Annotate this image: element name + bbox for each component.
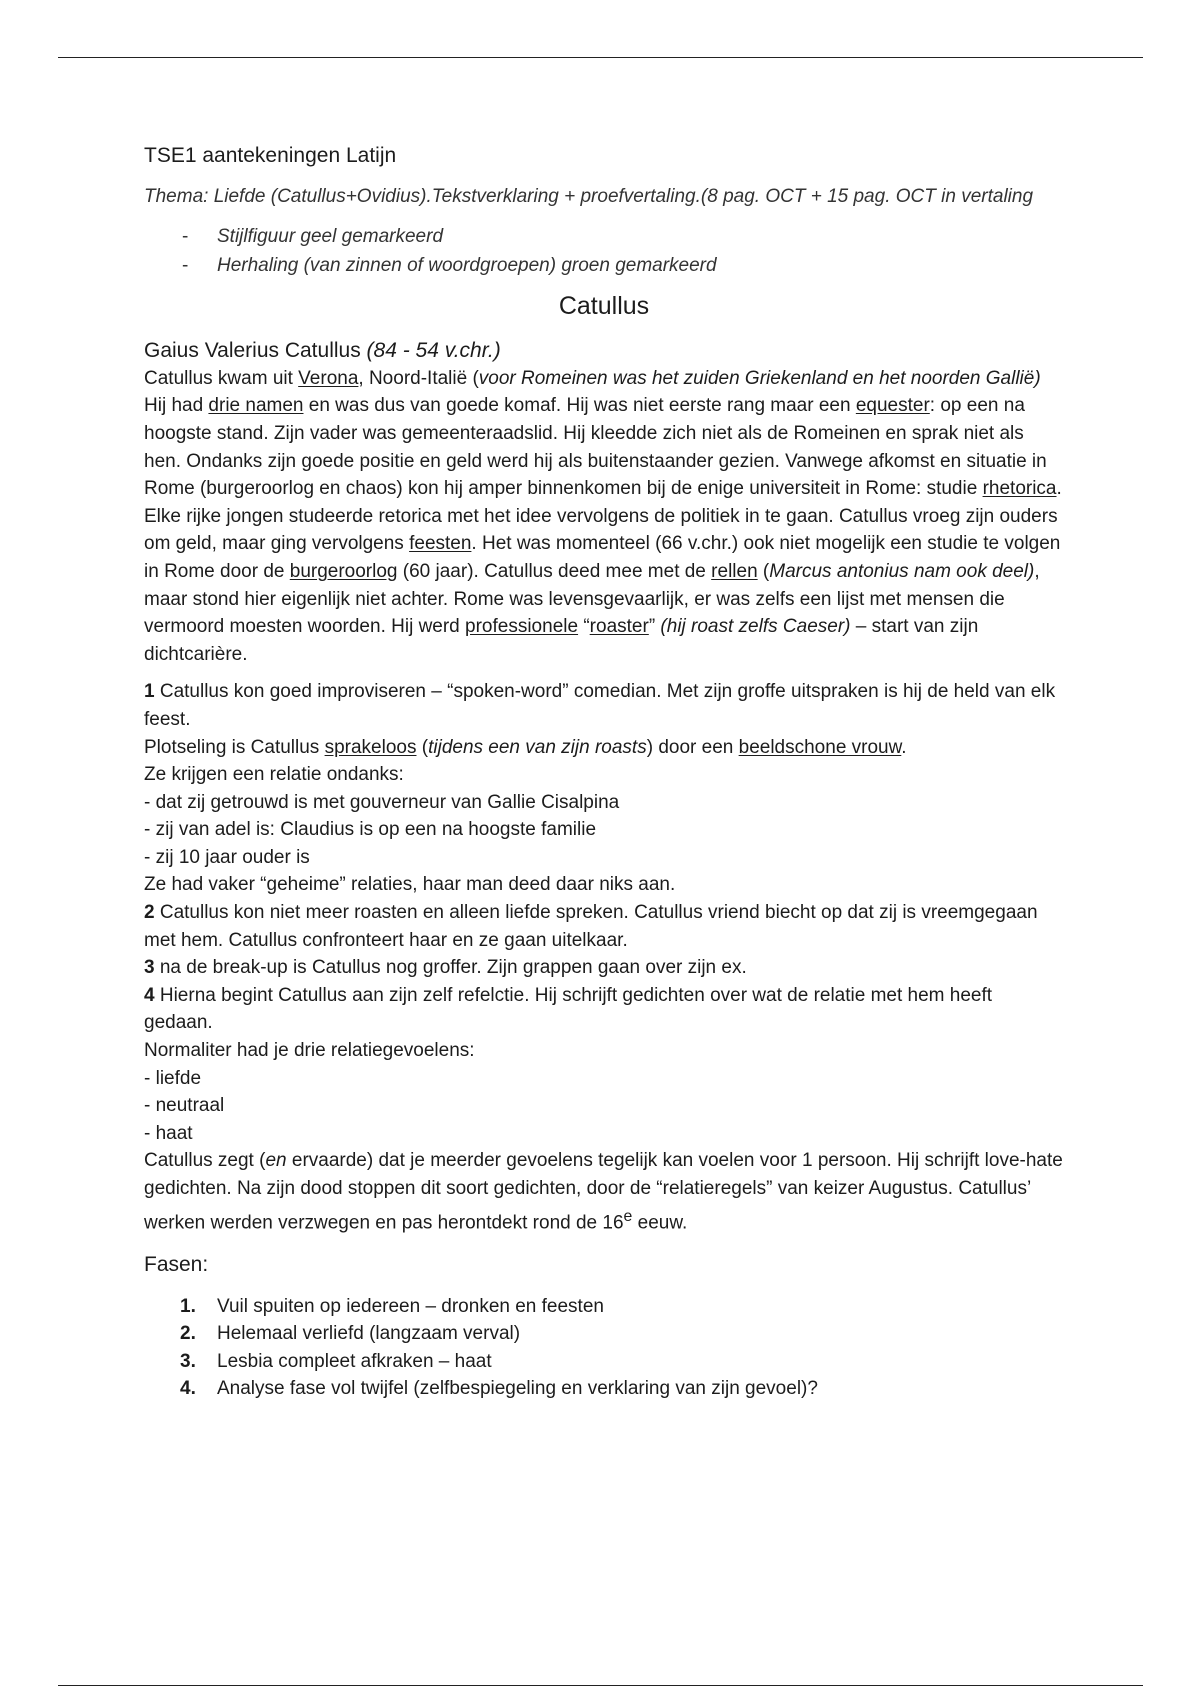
story-line: - dat zij getrouwd is met gouverneur van Gallie Cisalpina xyxy=(144,791,620,813)
story-section xyxy=(144,678,1064,1236)
story-line: 3 na de break-up is Catullus nog groffer. Zijn grappen gaan over zijn ex. xyxy=(144,957,747,979)
highlight-legend xyxy=(144,222,1064,280)
story-line: - liefde xyxy=(144,1067,202,1089)
legend-dash: - xyxy=(182,255,189,277)
phase-number: 4. xyxy=(180,1378,196,1400)
story-line: - haat xyxy=(144,1122,193,1144)
underlined-term: rhetorica xyxy=(982,478,1057,500)
phase-item xyxy=(144,1320,1064,1348)
phase-number: 3. xyxy=(180,1350,196,1372)
bottom-rule xyxy=(58,1685,1143,1686)
phases-list xyxy=(144,1293,1064,1403)
phase-number: 2. xyxy=(180,1323,196,1345)
section-title: Catullus xyxy=(558,292,650,321)
phase-text: Vuil spuiten op iedereen – dronken en feesten xyxy=(217,1295,604,1317)
author-heading xyxy=(144,337,1064,365)
story-line: Ze krijgen een relatie ondanks: xyxy=(144,764,404,786)
underlined-term: equester xyxy=(855,395,930,417)
story-line: 4 Hierna begint Catullus aan zijn zelf refelctie. Hij schrijft gedichten over wat de relatie met hem heeft gedaan. xyxy=(144,984,993,1034)
story-line: Ze had vaker “geheime” relaties, haar man deed daar niks aan. xyxy=(144,874,676,896)
legend-dash: - xyxy=(182,226,189,248)
story-line: 1 Catullus kon goed improviseren – “spoken-word” comedian. Met zijn groffe uitspraken is hij de held van elk feest. xyxy=(144,681,1056,730)
step-number: 3 xyxy=(144,957,155,979)
document-title: TSE1 aantekeningen Latijn xyxy=(144,144,397,167)
theme-line: Thema: Liefde (Catullus+Ovidius).Tekstverklaring + proefvertaling.(8 pag. OCT + 15 pag. OCT in vertaling xyxy=(144,186,1034,208)
phase-item xyxy=(144,1293,1064,1321)
legend-item xyxy=(144,251,1064,280)
legend-item xyxy=(144,222,1064,251)
document-body xyxy=(144,142,1064,1403)
step-number: 2 xyxy=(144,902,155,924)
author-name: Gaius Valerius Catullus xyxy=(144,338,367,362)
phases-heading: Fasen: xyxy=(144,1252,209,1276)
underlined-term: burgeroorlog xyxy=(289,560,398,582)
top-rule xyxy=(58,57,1143,58)
phase-text: Analyse fase vol twijfel (zelfbespiegeling en verklaring van zijn gevoel)? xyxy=(217,1378,818,1400)
underlined-term: beeldschone vrouw xyxy=(738,736,902,758)
story-line: 2 Catullus kon niet meer roasten en alleen liefde spreken. Catullus vriend biecht op dat zij is vreemgegaan met hem. Catullus confronteert haar en ze gaan uitelkaar. xyxy=(144,902,1038,951)
underlined-term: drie namen xyxy=(208,395,304,417)
story-line: Plotseling is Catullus sprakeloos (tijdens een van zijn roasts) door een beeldschone vrouw. xyxy=(144,736,907,758)
phase-item xyxy=(144,1375,1064,1403)
underlined-term: Verona xyxy=(298,367,359,389)
story-line: - zij van adel is: Claudius is op een na hoogste familie xyxy=(144,819,597,841)
underlined-term: roaster xyxy=(589,616,649,638)
step-number: 1 xyxy=(144,681,155,703)
step-number: 4 xyxy=(144,984,155,1006)
underlined-term: rellen xyxy=(711,560,758,582)
phase-item xyxy=(144,1348,1064,1376)
author-years: (84 - 54 v.chr.) xyxy=(366,338,501,362)
legend-text: Herhaling (van zinnen of woordgroepen) groen gemarkeerd xyxy=(217,255,717,277)
underlined-term: sprakeloos xyxy=(324,736,417,758)
legend-text: Stijlfiguur geel gemarkeerd xyxy=(217,226,444,248)
story-line: - neutraal xyxy=(144,1095,225,1117)
story-line: Catullus zegt (en ervaarde) dat je meerder gevoelens tegelijk kan voelen voor 1 persoon. Hij schrijft love-hate gedichten. Na zijn dood stoppen dit soort gedichten, door de “relatieregels” van keizer Augustus. Catullus’ werken werden verzwegen en pas herontdekt rond de 16e eeuw. xyxy=(144,1150,1063,1233)
biography-paragraph: Catullus kwam uit Verona, Noord-Italië (voor Romeinen was het zuiden Griekenland en het noorden Gallië) Hij had drie namen en was dus van goede komaf. Hij was niet eerste rang maar een equester: op een na hoogste stand. Zijn vader was gemeenteraadslid. Hij kleedde zich niet als de Romeinen en sprak niet als hen. Ondanks zijn goede positie en geld werd hij als buitenstaander gezien. Vanwege afkomst en situatie in Rome (burgeroorlog en chaos) kon hij amper binnenkomen bij de enige universiteit in Rome: studie rhetorica. Elke rijke jongen studeerde retorica met het idee vervolgens de politiek in te gaan. Catullus vroeg zijn ouders om geld, maar ging vervolgens feesten. Het was momenteel (66 v.chr.) ook niet mogelijk een studie te volgen in Rome door de burgeroorlog (60 jaar). Catullus deed mee met de rellen (Marcus antonius nam ook deel), maar stond hier eigenlijk niet achter. Rome was levensgevaarlijk, er was zelfs een lijst met mensen die vermoord moesten woorden. Hij werd professionele “roaster” (hij roast zelfs Caeser) – start van zijn dichtcarière. xyxy=(144,367,1062,665)
phase-number: 1. xyxy=(180,1295,196,1317)
story-line: - zij 10 jaar ouder is xyxy=(144,846,310,868)
underlined-term: feesten xyxy=(409,533,472,555)
phase-text: Helemaal verliefd (langzaam verval) xyxy=(217,1323,521,1345)
phase-text: Lesbia compleet afkraken – haat xyxy=(217,1350,492,1372)
story-line: Normaliter had je drie relatiegevoelens: xyxy=(144,1040,475,1062)
underlined-term: professionele xyxy=(465,616,579,638)
